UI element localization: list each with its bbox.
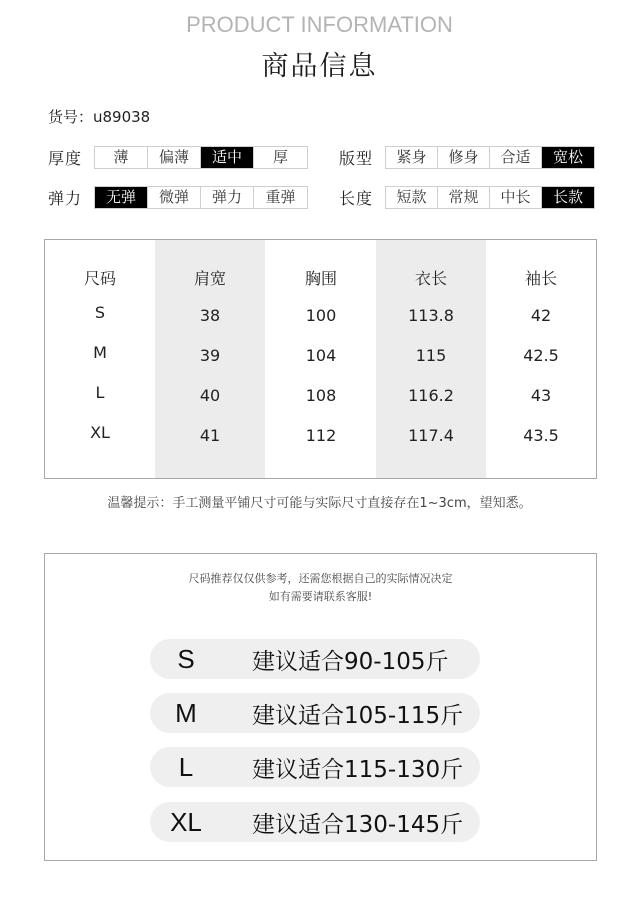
- table-header-cell: 肩宽: [193, 269, 226, 288]
- length-label: 长度: [339, 188, 374, 208]
- table-size-cell: XL: [90, 423, 110, 442]
- recommendation-pill: [150, 802, 480, 842]
- table-header-cell: 袖长: [524, 269, 557, 288]
- elasticity-option-selected: 无弹: [95, 187, 148, 208]
- elasticity-option: 弹力: [201, 187, 254, 208]
- table-header-cell: 尺码: [83, 269, 116, 288]
- table-size-cell: L: [95, 383, 105, 402]
- thickness-label: 厚度: [48, 148, 83, 168]
- table-value-cell: 108: [305, 386, 337, 405]
- fit-option: 合适: [490, 147, 542, 168]
- table-header-cell: 胸围: [304, 269, 337, 288]
- fit-options: [385, 146, 595, 169]
- thickness-option: 厚: [272, 147, 288, 166]
- english-title: PRODUCT INFORMATION: [186, 12, 453, 37]
- fit-option: 紧身: [386, 147, 438, 168]
- table-value-cell: 100: [305, 306, 337, 325]
- table-value-cell: 38: [199, 306, 221, 325]
- table-value-cell: 43: [530, 386, 552, 405]
- table-value-cell: 116.2: [408, 386, 454, 405]
- table-value-cell: 40: [199, 386, 221, 405]
- pill-weight-range: 建议适合105-115斤: [252, 702, 464, 729]
- pill-size: S: [177, 643, 195, 674]
- size-table: [44, 239, 597, 479]
- elasticity-label: 弹力: [48, 188, 83, 208]
- fit-label: 版型: [339, 148, 374, 168]
- recommendation-pill: [150, 639, 480, 679]
- table-value-cell: 42: [530, 306, 552, 325]
- length-option-selected: 长款: [542, 187, 594, 208]
- table-size-cell: M: [93, 343, 107, 362]
- size-recommendation-box: [44, 553, 597, 861]
- table-header-cell: 衣长: [414, 269, 447, 288]
- length-options: [385, 186, 595, 209]
- recommendation-pill: [150, 693, 480, 733]
- thickness-row: [48, 145, 308, 169]
- pill-weight-range: 建议适合115-130斤: [252, 756, 464, 783]
- elasticity-option: 微弹: [148, 187, 201, 208]
- pill-weight-range: 建议适合130-145斤: [252, 811, 464, 838]
- thickness-option: 偏薄: [148, 147, 201, 168]
- table-value-cell: 112: [305, 426, 337, 445]
- table-value-cell: 117.4: [408, 426, 454, 445]
- thickness-option: 薄: [95, 147, 148, 168]
- length-option: 短款: [386, 187, 438, 208]
- length-option: 常规: [438, 187, 490, 208]
- recommendation-pill: [150, 747, 480, 787]
- table-value-cell: 41: [199, 426, 221, 445]
- fit-row: [339, 145, 595, 169]
- pill-size: M: [175, 697, 197, 728]
- table-value-cell: 43.5: [523, 426, 559, 445]
- recommendation-disclaimer: 尺码推荐仅仅供参考，还需您根据自己的实际情况决定: [188, 572, 453, 585]
- thickness-option-selected: 适中: [201, 147, 254, 168]
- pill-weight-range: 建议适合90-105斤: [252, 648, 449, 675]
- pill-size: L: [178, 751, 194, 782]
- recommendation-contact: 如有需要请联系客服!: [268, 590, 373, 603]
- pill-size: XL: [170, 806, 202, 837]
- table-value-cell: 104: [305, 346, 337, 365]
- fit-option: 修身: [438, 147, 490, 168]
- elasticity-row: [48, 185, 308, 209]
- length-option: 中长: [490, 187, 542, 208]
- table-value-cell: 113.8: [408, 306, 454, 325]
- table-value-cell: 42.5: [523, 346, 559, 365]
- table-value-cell: 39: [199, 346, 221, 365]
- fit-option-selected: 宽松: [542, 147, 594, 168]
- table-value-cell: 115: [415, 346, 447, 365]
- table-size-cell: S: [94, 303, 106, 322]
- measurement-note: 温馨提示：手工测量平铺尺寸可能与实际尺寸直接存在1~3cm，望知悉。: [107, 496, 532, 511]
- thickness-options: [94, 146, 308, 169]
- elasticity-option: 重弹: [265, 187, 296, 206]
- chinese-title: 商品信息: [261, 51, 378, 82]
- item-number: 货号：u89038: [48, 108, 151, 126]
- elasticity-options: [94, 186, 308, 209]
- length-row: [339, 185, 595, 209]
